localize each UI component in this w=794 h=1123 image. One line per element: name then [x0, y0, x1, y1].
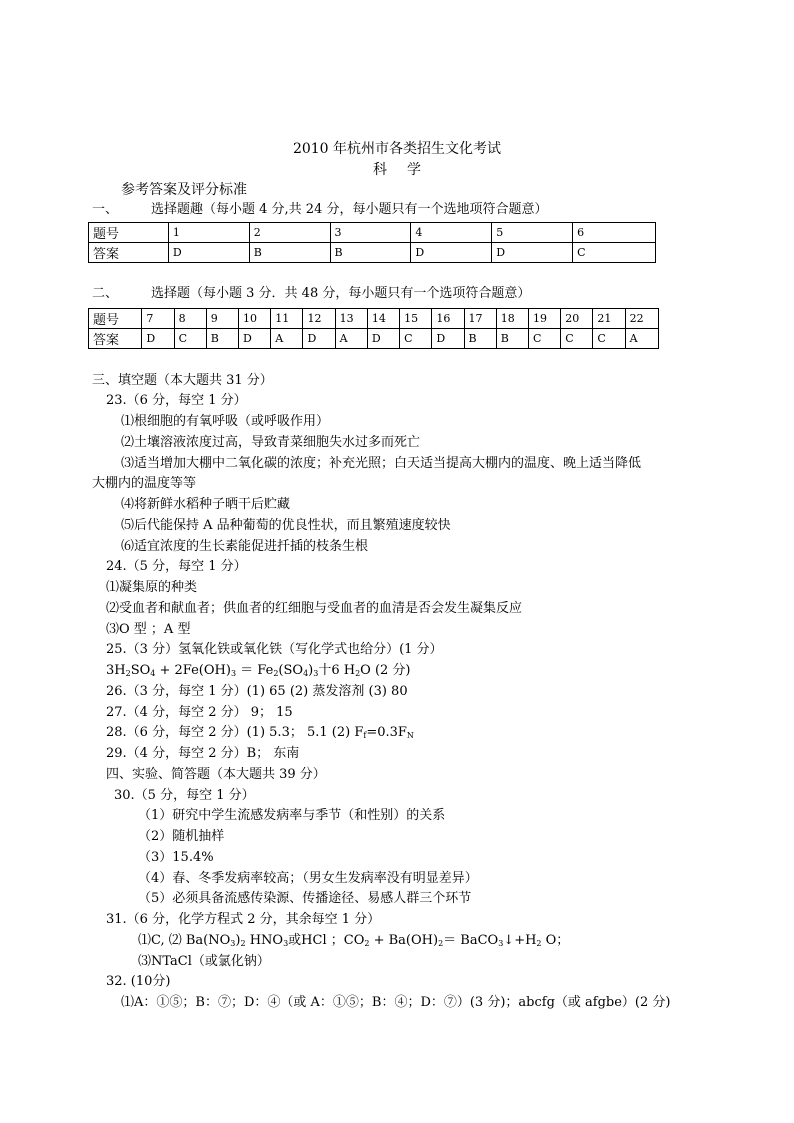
answer-cell: D — [303, 329, 335, 349]
answer-cell: D — [411, 243, 492, 263]
answer-cell: C — [573, 243, 656, 263]
section1-title: 选择题趣（每小题 4 分,共 24 分，每小题只有一个选地项符合题意） — [151, 202, 548, 217]
question-number: 4 — [411, 223, 492, 243]
q28-answer — [106, 724, 414, 742]
q27-answer: 27.（4 分，每空 2 分） 9； 15 — [106, 705, 293, 720]
question-number: 12 — [303, 309, 335, 329]
q23-answer-3-line1: ⑶适当增加大棚中二氧化碳的浓度；补充光照；白天适当提高大棚内的温度、晚上适当降低 — [121, 456, 642, 471]
answer-cell: A — [625, 329, 658, 349]
section2-number: 二、 — [92, 286, 119, 301]
q32-answer-1: ⑴A：①⑤；B：⑦；D：④（或 A：①⑤；B：④；D：⑦）(3 分)；abcfg（或 afgbe）(2 分) — [121, 995, 671, 1010]
answer-cell: C — [400, 329, 432, 349]
q31-part: ＝ BaCO — [443, 933, 499, 948]
q31-part: HNO — [245, 933, 284, 948]
question-number: 8 — [174, 309, 206, 329]
eq-subscript: 2 — [273, 669, 279, 678]
q28-subscript: f — [363, 731, 367, 740]
q26-answer: 26.（3 分，每空 1 分）(1) 65 (2) 蒸发溶剂 (3) 80 — [106, 684, 408, 699]
answer-cell: B — [206, 329, 238, 349]
answer-cell: A — [271, 329, 303, 349]
eq-part: ) — [308, 663, 314, 678]
q31-part: ↓+H — [503, 933, 537, 948]
q31-subscript: 2 — [438, 939, 444, 948]
row-label-question: 题号 — [89, 223, 169, 243]
table-row-answers — [89, 329, 659, 349]
eq-part: SO — [130, 663, 151, 678]
question-number: 16 — [432, 309, 464, 329]
q28-part: 28.（6 分，每空 2 分）(1) 5.3； 5.1 (2) F — [106, 725, 364, 740]
q30-answer-4: （4）春、冬季发病率较高；（男女生发病率没有明显差异） — [138, 871, 478, 886]
q24-answer-2: ⑵受血者和献血者；供血者的红细胞与受血者的血清是否会发生凝集反应 — [106, 601, 523, 616]
q31-subscript: 2 — [536, 939, 542, 948]
answer-cell: D — [142, 329, 174, 349]
answer-cell: C — [593, 329, 625, 349]
row-label-answer: 答案 — [89, 329, 142, 349]
q31-header: 31.（6 分，化学方程式 2 分，其余每空 1 分） — [106, 912, 381, 927]
q31-subscript: 3 — [498, 939, 504, 948]
answer-cell: D — [432, 329, 464, 349]
q23-answer-5: ⑸后代能保持 A 品种葡萄的优良性状，而且繁殖速度较快 — [121, 518, 451, 533]
question-number: 5 — [492, 223, 573, 243]
page-title: 2010 年杭州市各类招生文化考试 — [292, 141, 502, 157]
answer-cell: D — [239, 329, 271, 349]
table-row-questions — [89, 309, 659, 329]
eq-part: O (2 分) — [360, 663, 411, 678]
answer-cell: B — [330, 243, 411, 263]
row-label-answer: 答案 — [89, 243, 169, 263]
question-number: 20 — [561, 309, 593, 329]
section2-answer-table — [88, 308, 659, 349]
table-row-answers — [89, 243, 656, 263]
q28-subscript: N — [406, 731, 414, 740]
answer-cell: C — [174, 329, 206, 349]
q31-part: 或HCl ；CO — [288, 933, 365, 948]
q31-answer-line1 — [138, 932, 569, 950]
q31-part: ) — [235, 933, 241, 948]
q31-part: + Ba(OH) — [369, 933, 439, 948]
subject-title: 科学 — [373, 162, 441, 178]
question-number: 7 — [142, 309, 174, 329]
question-number: 17 — [464, 309, 496, 329]
q25-header: 25.（3 分）氢氧化铁或氧化铁（写化学式也给分）(1 分） — [106, 642, 443, 657]
eq-subscript: 3 — [313, 669, 319, 678]
question-number: 15 — [400, 309, 432, 329]
row-label-question: 题号 — [89, 309, 142, 329]
question-number: 21 — [593, 309, 625, 329]
q30-header: 30.（5 分，每空 1 分） — [114, 788, 255, 803]
q30-answer-5: （5）必须具备流感传染源、传播途径、易感人群三个环节 — [138, 891, 472, 906]
eq-subscript: 2 — [125, 669, 131, 678]
answer-cell: A — [335, 329, 367, 349]
eq-part: + 2Fe(OH) — [155, 663, 231, 678]
q31-subscript: 3 — [283, 939, 289, 948]
eq-part: 3H — [106, 663, 126, 678]
q29-answer: 29.（4 分，每空 2 分）B； 东南 — [106, 746, 300, 761]
page-subtitle: 参考答案及评分标准 — [121, 182, 247, 198]
question-number: 1 — [168, 223, 249, 243]
question-number: 10 — [239, 309, 271, 329]
q23-answer-2: ⑵土壤溶液浓度过高，导致青菜细胞失水过多而死亡 — [121, 435, 421, 450]
q31-part: O； — [541, 933, 570, 948]
answer-cell: D — [367, 329, 399, 349]
q31-answer-line2: ⑶NTaCl（或氯化钠） — [138, 954, 270, 969]
q23-answer-6: ⑹适宜浓度的生长素能促进扦插的枝条生根 — [121, 539, 369, 554]
q23-answer-1: ⑴根细胞的有氧呼吸（或呼吸作用） — [121, 414, 330, 429]
question-number: 6 — [573, 223, 656, 243]
q32-header: 32. (10分) — [106, 974, 171, 989]
q31-subscript: 3 — [230, 939, 236, 948]
table-row-questions — [89, 223, 656, 243]
q23-answer-4: ⑷将新鲜水稻种子晒干后贮藏 — [121, 497, 291, 512]
eq-subscript: 4 — [150, 669, 156, 678]
question-number: 18 — [496, 309, 528, 329]
q30-answer-1: （1）研究中学生流感发病率与季节（和性别）的关系 — [138, 808, 446, 823]
q25-equation — [106, 662, 411, 680]
section1-answer-table — [88, 222, 656, 263]
q30-answer-2: （2）随机抽样 — [138, 829, 225, 844]
answer-cell: D — [168, 243, 249, 263]
question-number: 9 — [206, 309, 238, 329]
eq-subscript: 4 — [303, 669, 309, 678]
answer-cell: B — [464, 329, 496, 349]
q23-answer-3-line2: 大棚内的温度等等 — [92, 476, 197, 491]
q24-header: 24.（5 分，每空 1 分） — [106, 559, 247, 574]
answer-cell: B — [496, 329, 528, 349]
answer-cell: B — [249, 243, 330, 263]
question-number: 13 — [335, 309, 367, 329]
question-number: 2 — [249, 223, 330, 243]
section3-title: 三、填空题（本大题共 31 分） — [92, 373, 273, 388]
answer-cell: C — [561, 329, 593, 349]
question-number: 3 — [330, 223, 411, 243]
q31-subscript: 2 — [364, 939, 370, 948]
eq-part: ＝ Fe — [236, 663, 274, 678]
answer-cell: D — [492, 243, 573, 263]
question-number: 11 — [271, 309, 303, 329]
section4-title: 四、实验、简答题（本大题共 39 分） — [106, 767, 326, 782]
q24-answer-1: ⑴凝集原的种类 — [106, 580, 198, 595]
q31-subscript: 2 — [240, 939, 246, 948]
question-number: 19 — [528, 309, 560, 329]
eq-part: (SO — [278, 663, 304, 678]
q28-part: =0.3F — [366, 725, 407, 740]
q31-part: ⑴C, ⑵ Ba(NO — [138, 933, 231, 948]
section1-number: 一、 — [92, 202, 119, 217]
eq-subscript: 2 — [355, 669, 361, 678]
eq-part: 十6 H — [318, 663, 356, 678]
question-number: 22 — [625, 309, 658, 329]
q23-header: 23.（6 分，每空 1 分） — [106, 393, 247, 408]
q24-answer-3: ⑶O 型 ；A 型 — [106, 622, 191, 637]
answer-cell: C — [528, 329, 560, 349]
eq-subscript: 3 — [230, 669, 237, 678]
question-number: 14 — [367, 309, 399, 329]
section2-title: 选择题（每小题 3 分．共 48 分，每小题只有一个选项符合题意） — [151, 286, 531, 301]
q30-answer-3: （3）15.4% — [138, 850, 214, 865]
